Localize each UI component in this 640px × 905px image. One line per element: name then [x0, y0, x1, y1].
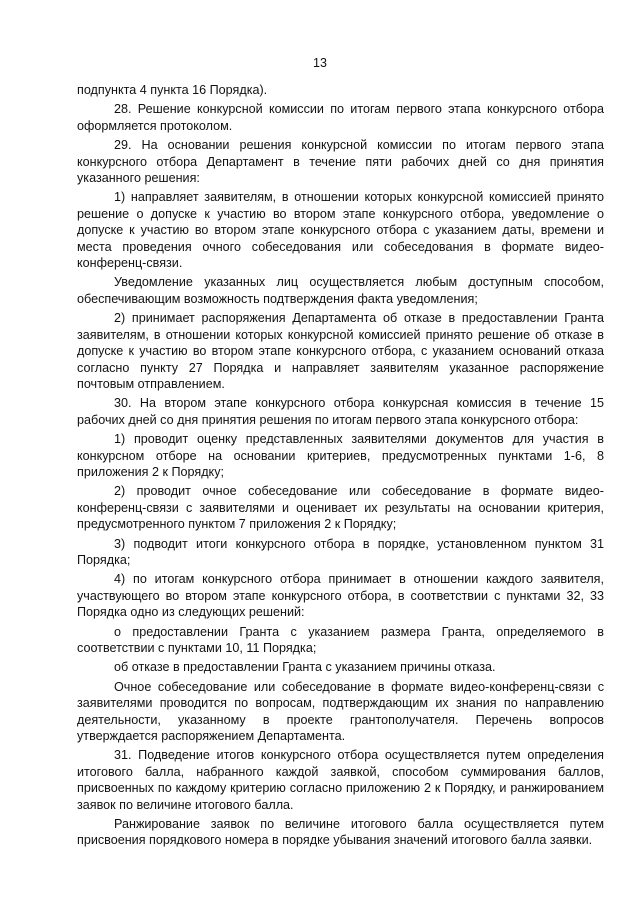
paragraph-30-item-1: 1) проводит оценку представленных заявителями документов для участия в конкурсном отборе на основании критериев, предусмотренных пунктами 1-6, 8 приложения 2 к Порядку;: [77, 432, 604, 479]
document-body: [77, 82, 604, 849]
interview-note: Очное собеседование или собеседование в формате видео-конференц-связи с заявителями проводится по вопросам, подтверждающим их знания по направлению деятельности, указанному в проекте грантополучателя. Перечень вопросов утверждается распоряжением Департамента.: [77, 679, 604, 744]
paragraph-30-item-4: 4) по итогам конкурсного отбора принимает в отношении каждого заявителя, участвующего во втором этапе конкурсного отбора, в соответствии с пунктами 32, 33 Порядка одно из следующих решений:: [77, 572, 604, 620]
decision-grant: о предоставлении Гранта с указанием размера Гранта, определяемого в соответствии с пунктами 10, 11 Порядка;: [77, 624, 604, 655]
paragraph-28: 28. Решение конкурсной комиссии по итогам первого этапа конкурсного отбора оформляется протоколом.: [77, 102, 604, 133]
ranking-note: Ранжирование заявок по величине итогового балла осуществляется путем присвоения порядкового номера в порядке убывания значений итогового балла заявки.: [77, 817, 604, 848]
page-number: 13: [313, 56, 327, 70]
paragraph-29-item-1: 1) направляет заявителям, в отношении которых конкурсной комиссией принято решение о допуске к участию во втором этапе конкурсного отбора, уведомление о допуске к участию во втором этапе конкурсного отбора с указанием даты, времени и места проведения очного собеседования или собеседования в формате видео-конференц-связи.: [77, 190, 604, 271]
paragraph-29-item-2: 2) принимает распоряжения Департамента об отказе в предоставлении Гранта заявителям, в отношении которых конкурсной комиссией принято решение об отказе в допуске к участию во втором этапе конкурсного отбора, с указанием оснований отказа согласно пункту 27 Порядка и направляет заявителям указанное распоряжение почтовым отправлением.: [77, 311, 604, 391]
paragraph-31: 31. Подведение итогов конкурсного отбора осуществляется путем определения итогового балла, набранного каждой заявкой, способом суммирования баллов, присвоенных по каждому критерию согласно приложению 2 к Порядку, и ранжированием заявок по величине итогового балла.: [77, 748, 604, 812]
paragraph-29: 29. На основании решения конкурсной комиссии по итогам первого этапа конкурсного отбора Департамент в течение пяти рабочих дней со дня принятия указанного решения:: [77, 138, 604, 186]
paragraph-29-notice: Уведомление указанных лиц осуществляется любым доступным способом, обеспечивающим возможность подтверждения факта уведомления;: [77, 275, 604, 306]
paragraph-continuation: подпункта 4 пункта 16 Порядка).: [77, 83, 268, 97]
paragraph-30-item-2: 2) проводит очное собеседование или собеседование в формате видео-конференц-связи с заявителями и оценивает их результаты на основании критерия, предусмотренного пунктом 7 приложения 2 к Порядку;: [77, 484, 604, 532]
paragraph-30: 30. На втором этапе конкурсного отбора конкурсная комиссия в течение 15 рабочих дней со дня принятия решения по итогам первого этапа конкурсного отбора:: [77, 396, 604, 427]
paragraph-30-item-3: 3) подводит итоги конкурсного отбора в порядке, установленном пунктом 31 Порядка;: [77, 536, 604, 567]
decision-refusal: об отказе в предоставлении Гранта с указанием причины отказа.: [114, 660, 496, 675]
